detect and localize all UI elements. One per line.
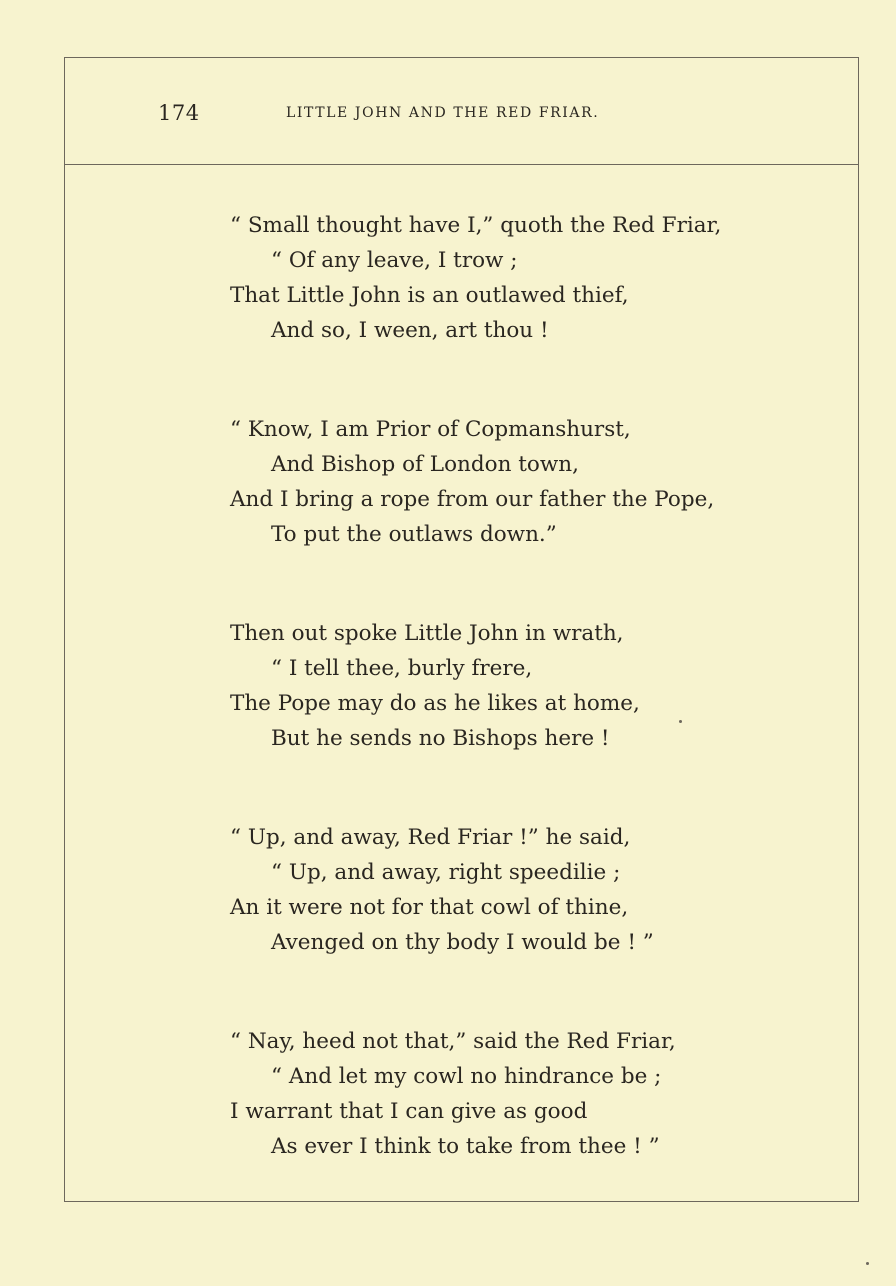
- stanza-3: [230, 616, 790, 756]
- poem-line: The Pope may do as he likes at home,: [230, 691, 640, 716]
- poem-line: “ And let my cowl no hindrance be ;: [271, 1064, 662, 1089]
- stanza-1: [230, 208, 790, 348]
- poem-line: As ever I think to take from thee ! ”: [271, 1134, 660, 1159]
- poem-line: Then out spoke Little John in wrath,: [230, 621, 624, 646]
- ink-speck: [866, 1262, 869, 1265]
- stanza-5: [230, 1024, 790, 1164]
- poem-line: An it were not for that cowl of thine,: [230, 895, 629, 920]
- poem-line: “ Up, and away, Red Friar !” he said,: [230, 825, 631, 850]
- poem-line: But he sends no Bishops here !: [271, 726, 610, 751]
- poem-line: That Little John is an outlawed thief,: [230, 283, 629, 308]
- poem-line: “ Nay, heed not that,” said the Red Friar,: [230, 1029, 676, 1054]
- poem-line: “ Up, and away, right speedilie ;: [271, 860, 621, 885]
- poem-line: And so, I ween, art thou !: [271, 318, 549, 343]
- poem-line: And Bishop of London town,: [271, 452, 579, 477]
- poem-line: “ Know, I am Prior of Copmanshurst,: [230, 417, 631, 442]
- poem-line: “ I tell thee, burly frere,: [271, 656, 533, 681]
- stanza-4: [230, 820, 790, 960]
- poem-line: And I bring a rope from our father the Pope,: [230, 487, 715, 512]
- poem-line: “ Of any leave, I trow ;: [271, 248, 518, 273]
- ink-speck: [679, 720, 682, 723]
- poem-body: [230, 208, 790, 1228]
- poem-line: To put the outlaws down.”: [271, 522, 557, 547]
- poem-line: Avenged on thy body I would be ! ”: [271, 930, 654, 955]
- running-title: LITTLE JOHN AND THE RED FRIAR.: [286, 105, 600, 121]
- header-rule: [64, 164, 859, 165]
- page-number: 174: [158, 101, 200, 125]
- poem-line: I warrant that I can give as good: [230, 1099, 588, 1124]
- poem-line: “ Small thought have I,” quoth the Red Friar,: [230, 213, 722, 238]
- stanza-2: [230, 412, 790, 552]
